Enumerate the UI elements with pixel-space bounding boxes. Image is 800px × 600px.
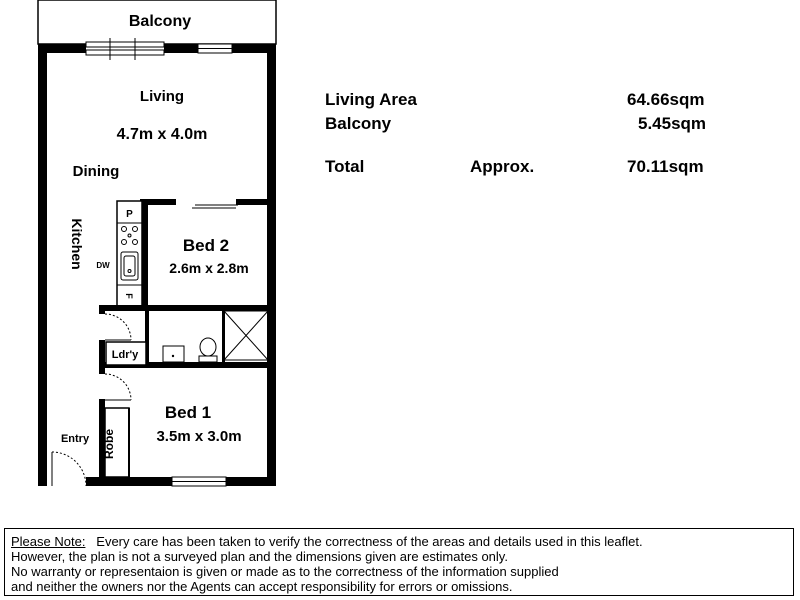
disclaimer-line-1: [11, 534, 793, 549]
area-balcony-value: 5.45sqm: [638, 114, 707, 133]
label-fridge: F: [124, 293, 134, 299]
toilet-icon: [199, 338, 217, 362]
area-living-value: 64.66sqm: [627, 90, 705, 109]
wet-wall-left: [99, 305, 105, 314]
sliding-door-icon: [86, 38, 164, 60]
label-bed2: Bed 2: [182, 236, 230, 255]
disclaimer-box: [4, 528, 794, 596]
disclaimer-line-1-text: Every care has been taken to verify the correctness of the areas and details used in this leaflet.: [96, 534, 643, 549]
label-balcony: Balcony: [128, 13, 192, 30]
label-bed2-dims: 2.6m x 2.8m: [169, 260, 249, 276]
disclaimer-line-4: and neither the owners nor the Agents can accept responsibility for errors or omissions.: [11, 579, 513, 594]
label-dining: Dining: [72, 163, 120, 180]
wet-wall-top: [99, 305, 271, 311]
area-total-value: 70.11sqm: [627, 157, 704, 176]
bed2-wall-left: [142, 199, 148, 311]
label-kitchen: Kitchen: [69, 218, 85, 270]
wall-right: [267, 44, 276, 486]
area-living-label: Living Area: [325, 90, 417, 109]
area-balcony-label: Balcony: [325, 114, 392, 133]
bed1-wall-left-top: [99, 362, 105, 374]
label-bed1: Bed 1: [164, 403, 212, 422]
wall-bottom-left: [86, 477, 172, 486]
shower-icon: [224, 311, 268, 360]
label-bed1-dims: 3.5m x 3.0m: [156, 428, 242, 445]
wall-bottom-right: [226, 477, 276, 486]
wall-left: [38, 44, 47, 486]
wall-top-right: [232, 44, 276, 53]
disclaimer-note-label: Please Note:: [11, 534, 86, 549]
label-laundry: Ldr'y: [111, 349, 139, 361]
area-total-label: Total: [325, 157, 365, 176]
label-living: Living: [139, 88, 185, 105]
disclaimer-line-3: No warranty or representaion is given or made as to the correctness of the information supplied: [11, 564, 559, 579]
wall-top-mid: [164, 44, 198, 53]
label-dishwasher: DW: [96, 261, 110, 270]
label-pantry: P: [126, 209, 133, 220]
window-bottom-icon: [172, 477, 226, 486]
area-approx-label: Approx.: [470, 157, 535, 176]
label-entry: Entry: [60, 433, 90, 445]
bed2-wall-top-right: [236, 199, 271, 205]
window-top-icon: [198, 44, 232, 53]
label-robe: Robe: [102, 429, 116, 459]
label-living-dims: 4.7m x 4.0m: [116, 126, 208, 143]
wall-top-left: [38, 44, 86, 53]
disclaimer-line-2: However, the plan is not a surveyed plan and the dimensions given are estimates only.: [11, 549, 508, 564]
vanity-icon: [163, 346, 184, 362]
